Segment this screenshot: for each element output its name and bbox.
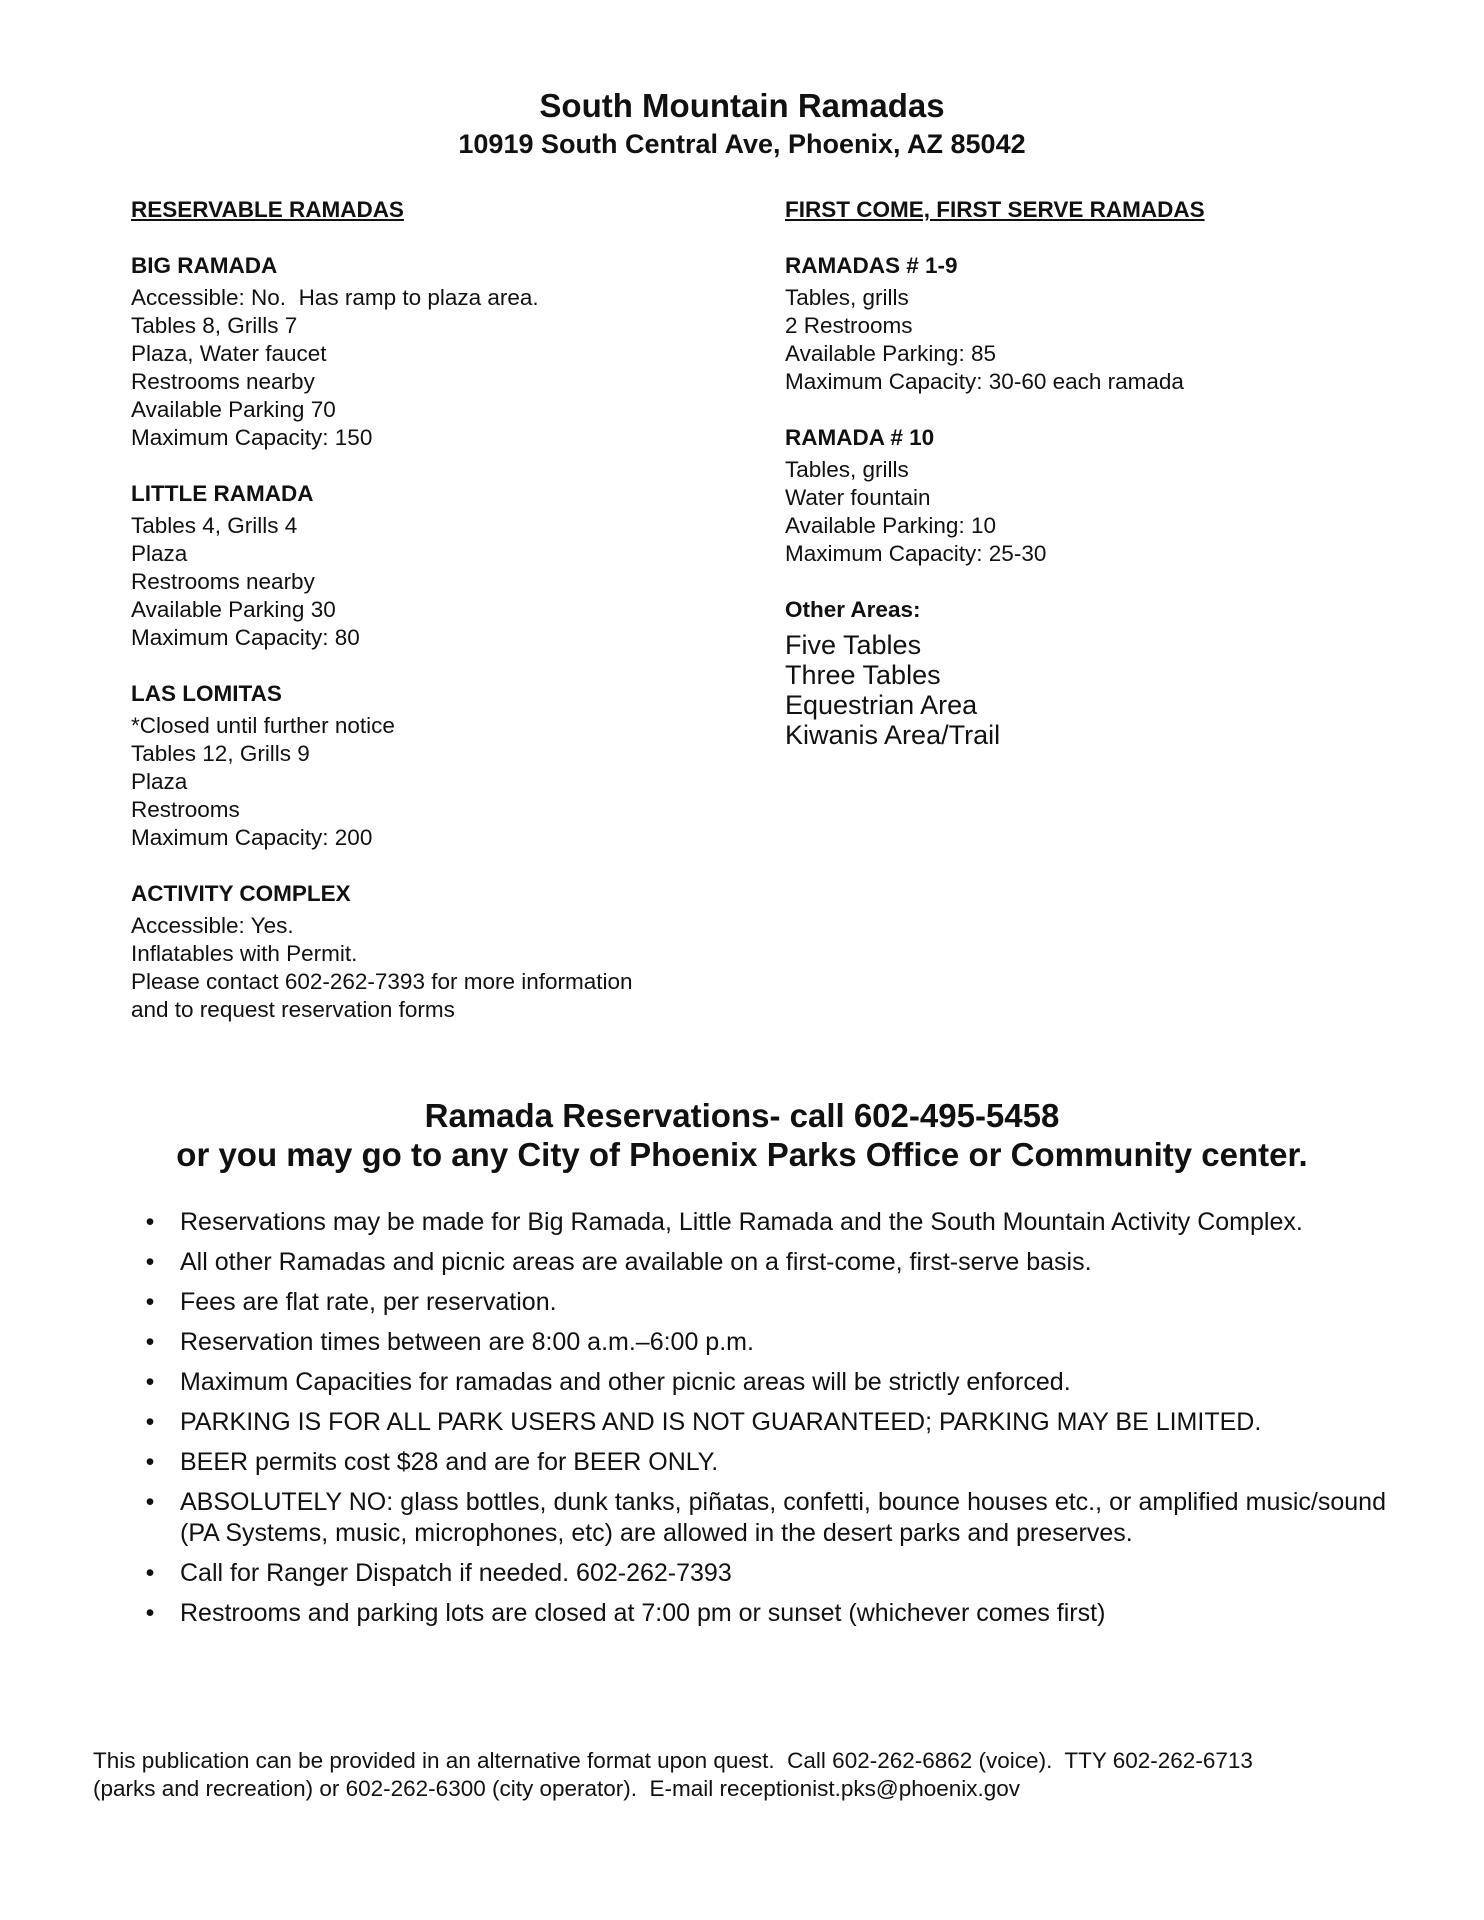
section-title: BIG RAMADA xyxy=(131,253,278,278)
section-line: Plaza, Water faucet xyxy=(131,341,327,366)
section-line: Inflatables with Permit. xyxy=(131,941,358,966)
other-area-item: Kiwanis Area/Trail xyxy=(785,720,1001,750)
bullet-icon: • xyxy=(145,1328,155,1356)
first-come-ramadas-heading: FIRST COME, FIRST SERVE RAMADAS xyxy=(785,197,1205,222)
rule-text: Maximum Capacities for ramadas and other picnic areas will be strictly enforced. xyxy=(180,1368,1071,1396)
rule-text: Fees are flat rate, per reservation. xyxy=(180,1288,557,1316)
cta-line-2: or you may go to any City of Phoenix Parks Office or Community center. xyxy=(176,1136,1308,1173)
footer-line-1: This publication can be provided in an alternative format upon quest. Call 602-262-6862 (voice). TTY 602-262-6713 xyxy=(93,1748,1253,1773)
section-line: Please contact 602-262-7393 for more information xyxy=(131,969,633,994)
las-lomitas-section xyxy=(131,680,751,852)
address: 10919 South Central Ave, Phoenix, AZ 85042 xyxy=(458,129,1026,159)
list-item xyxy=(140,1487,1386,1549)
section-line: Tables 12, Grills 9 xyxy=(131,741,310,766)
bullet-icon: • xyxy=(145,1559,155,1587)
other-areas-section xyxy=(785,596,1405,750)
section-line: *Closed until further notice xyxy=(131,713,395,738)
list-item xyxy=(140,1447,1386,1478)
other-area-item: Five Tables xyxy=(785,630,922,660)
list-item xyxy=(140,1247,1386,1278)
activity-complex-section xyxy=(131,880,751,1024)
section-title: RAMADA # 10 xyxy=(785,425,935,450)
section-line: Accessible: Yes. xyxy=(131,913,294,938)
little-ramada-section xyxy=(131,480,751,652)
other-area-item: Equestrian Area xyxy=(785,690,978,720)
bullet-icon: • xyxy=(145,1408,155,1436)
footer-line-2: (parks and recreation) or 602-262-6300 (city operator). E-mail receptionist.pks@phoenix.gov xyxy=(93,1776,1021,1801)
ramadas-1-9-section xyxy=(785,252,1405,396)
section-title: RAMADAS # 1-9 xyxy=(785,253,958,278)
rule-text: Reservation times between are 8:00 a.m.–6:00 p.m. xyxy=(180,1328,754,1356)
section-line: Maximum Capacity: 200 xyxy=(131,825,373,850)
accessibility-footer xyxy=(93,1747,1413,1803)
section-line: and to request reservation forms xyxy=(131,997,455,1022)
bullet-icon: • xyxy=(145,1208,155,1236)
bullet-icon: • xyxy=(145,1248,155,1276)
rule-text: PARKING IS FOR ALL PARK USERS AND IS NOT GUARANTEED; PARKING MAY BE LIMITED. xyxy=(180,1408,1262,1436)
section-line: Restrooms xyxy=(131,797,240,822)
section-line: Tables, grills xyxy=(785,457,909,482)
section-line: Maximum Capacity: 30-60 each ramada xyxy=(785,369,1184,394)
section-line: Accessible: No. Has ramp to plaza area. xyxy=(131,285,539,310)
section-line: Restrooms nearby xyxy=(131,369,315,394)
section-line: Restrooms nearby xyxy=(131,569,315,594)
rule-text: All other Ramadas and picnic areas are available on a first-come, first-serve basis. xyxy=(180,1248,1092,1276)
reservable-ramadas-column xyxy=(131,196,751,1052)
section-line: Maximum Capacity: 25-30 xyxy=(785,541,1047,566)
list-item xyxy=(140,1558,1386,1589)
cta-line-1: Ramada Reservations- call 602-495-5458 xyxy=(424,1097,1060,1134)
list-item xyxy=(140,1407,1386,1438)
list-item xyxy=(140,1367,1386,1398)
first-come-ramadas-column xyxy=(785,196,1405,778)
section-line: Available Parking: 85 xyxy=(785,341,996,366)
rule-text: Reservations may be made for Big Ramada, Little Ramada and the South Mountain Activity Complex. xyxy=(180,1208,1303,1236)
section-line: Maximum Capacity: 150 xyxy=(131,425,373,450)
bullet-icon: • xyxy=(145,1368,155,1396)
section-title: LITTLE RAMADA xyxy=(131,481,314,506)
bullet-icon: • xyxy=(145,1488,155,1516)
rule-text: Restrooms and parking lots are closed at 7:00 pm or sunset (whichever comes first) xyxy=(180,1599,1106,1627)
section-line: Tables, grills xyxy=(785,285,909,310)
list-item xyxy=(140,1287,1386,1318)
rule-text: BEER permits cost $28 and are for BEER ONLY. xyxy=(180,1448,719,1476)
big-ramada-section xyxy=(131,252,751,452)
section-line: Available Parking 70 xyxy=(131,397,336,422)
other-areas-title: Other Areas: xyxy=(785,597,921,622)
section-line: Available Parking 30 xyxy=(131,597,336,622)
section-line: 2 Restrooms xyxy=(785,313,913,338)
rule-text: ABSOLUTELY NO: glass bottles, dunk tanks, piñatas, confetti, bounce houses etc., or amplified music/sound (PA Systems, music, microphones, etc) are allowed in the desert parks and preserves. xyxy=(180,1488,1386,1547)
section-line: Available Parking: 10 xyxy=(785,513,996,538)
section-line: Water fountain xyxy=(785,485,931,510)
list-item xyxy=(140,1207,1386,1238)
section-title: ACTIVITY COMPLEX xyxy=(131,881,351,906)
section-line: Maximum Capacity: 80 xyxy=(131,625,360,650)
rule-text: Call for Ranger Dispatch if needed. 602-262-7393 xyxy=(180,1559,732,1587)
list-item xyxy=(140,1598,1386,1629)
list-item xyxy=(140,1327,1386,1358)
bullet-icon: • xyxy=(145,1599,155,1627)
section-line: Tables 4, Grills 4 xyxy=(131,513,298,538)
section-title: LAS LOMITAS xyxy=(131,681,282,706)
bullet-icon: • xyxy=(145,1288,155,1316)
reservation-call-to-action xyxy=(0,1096,1484,1174)
page-title: South Mountain Ramadas xyxy=(539,87,945,124)
bullet-icon: • xyxy=(145,1448,155,1476)
section-line: Tables 8, Grills 7 xyxy=(131,313,298,338)
section-line: Plaza xyxy=(131,541,188,566)
section-line: Plaza xyxy=(131,769,188,794)
ramada-10-section xyxy=(785,424,1405,568)
other-area-item: Three Tables xyxy=(785,660,941,690)
rules-list xyxy=(140,1207,1386,1638)
reservable-ramadas-heading: RESERVABLE RAMADAS xyxy=(131,197,404,222)
